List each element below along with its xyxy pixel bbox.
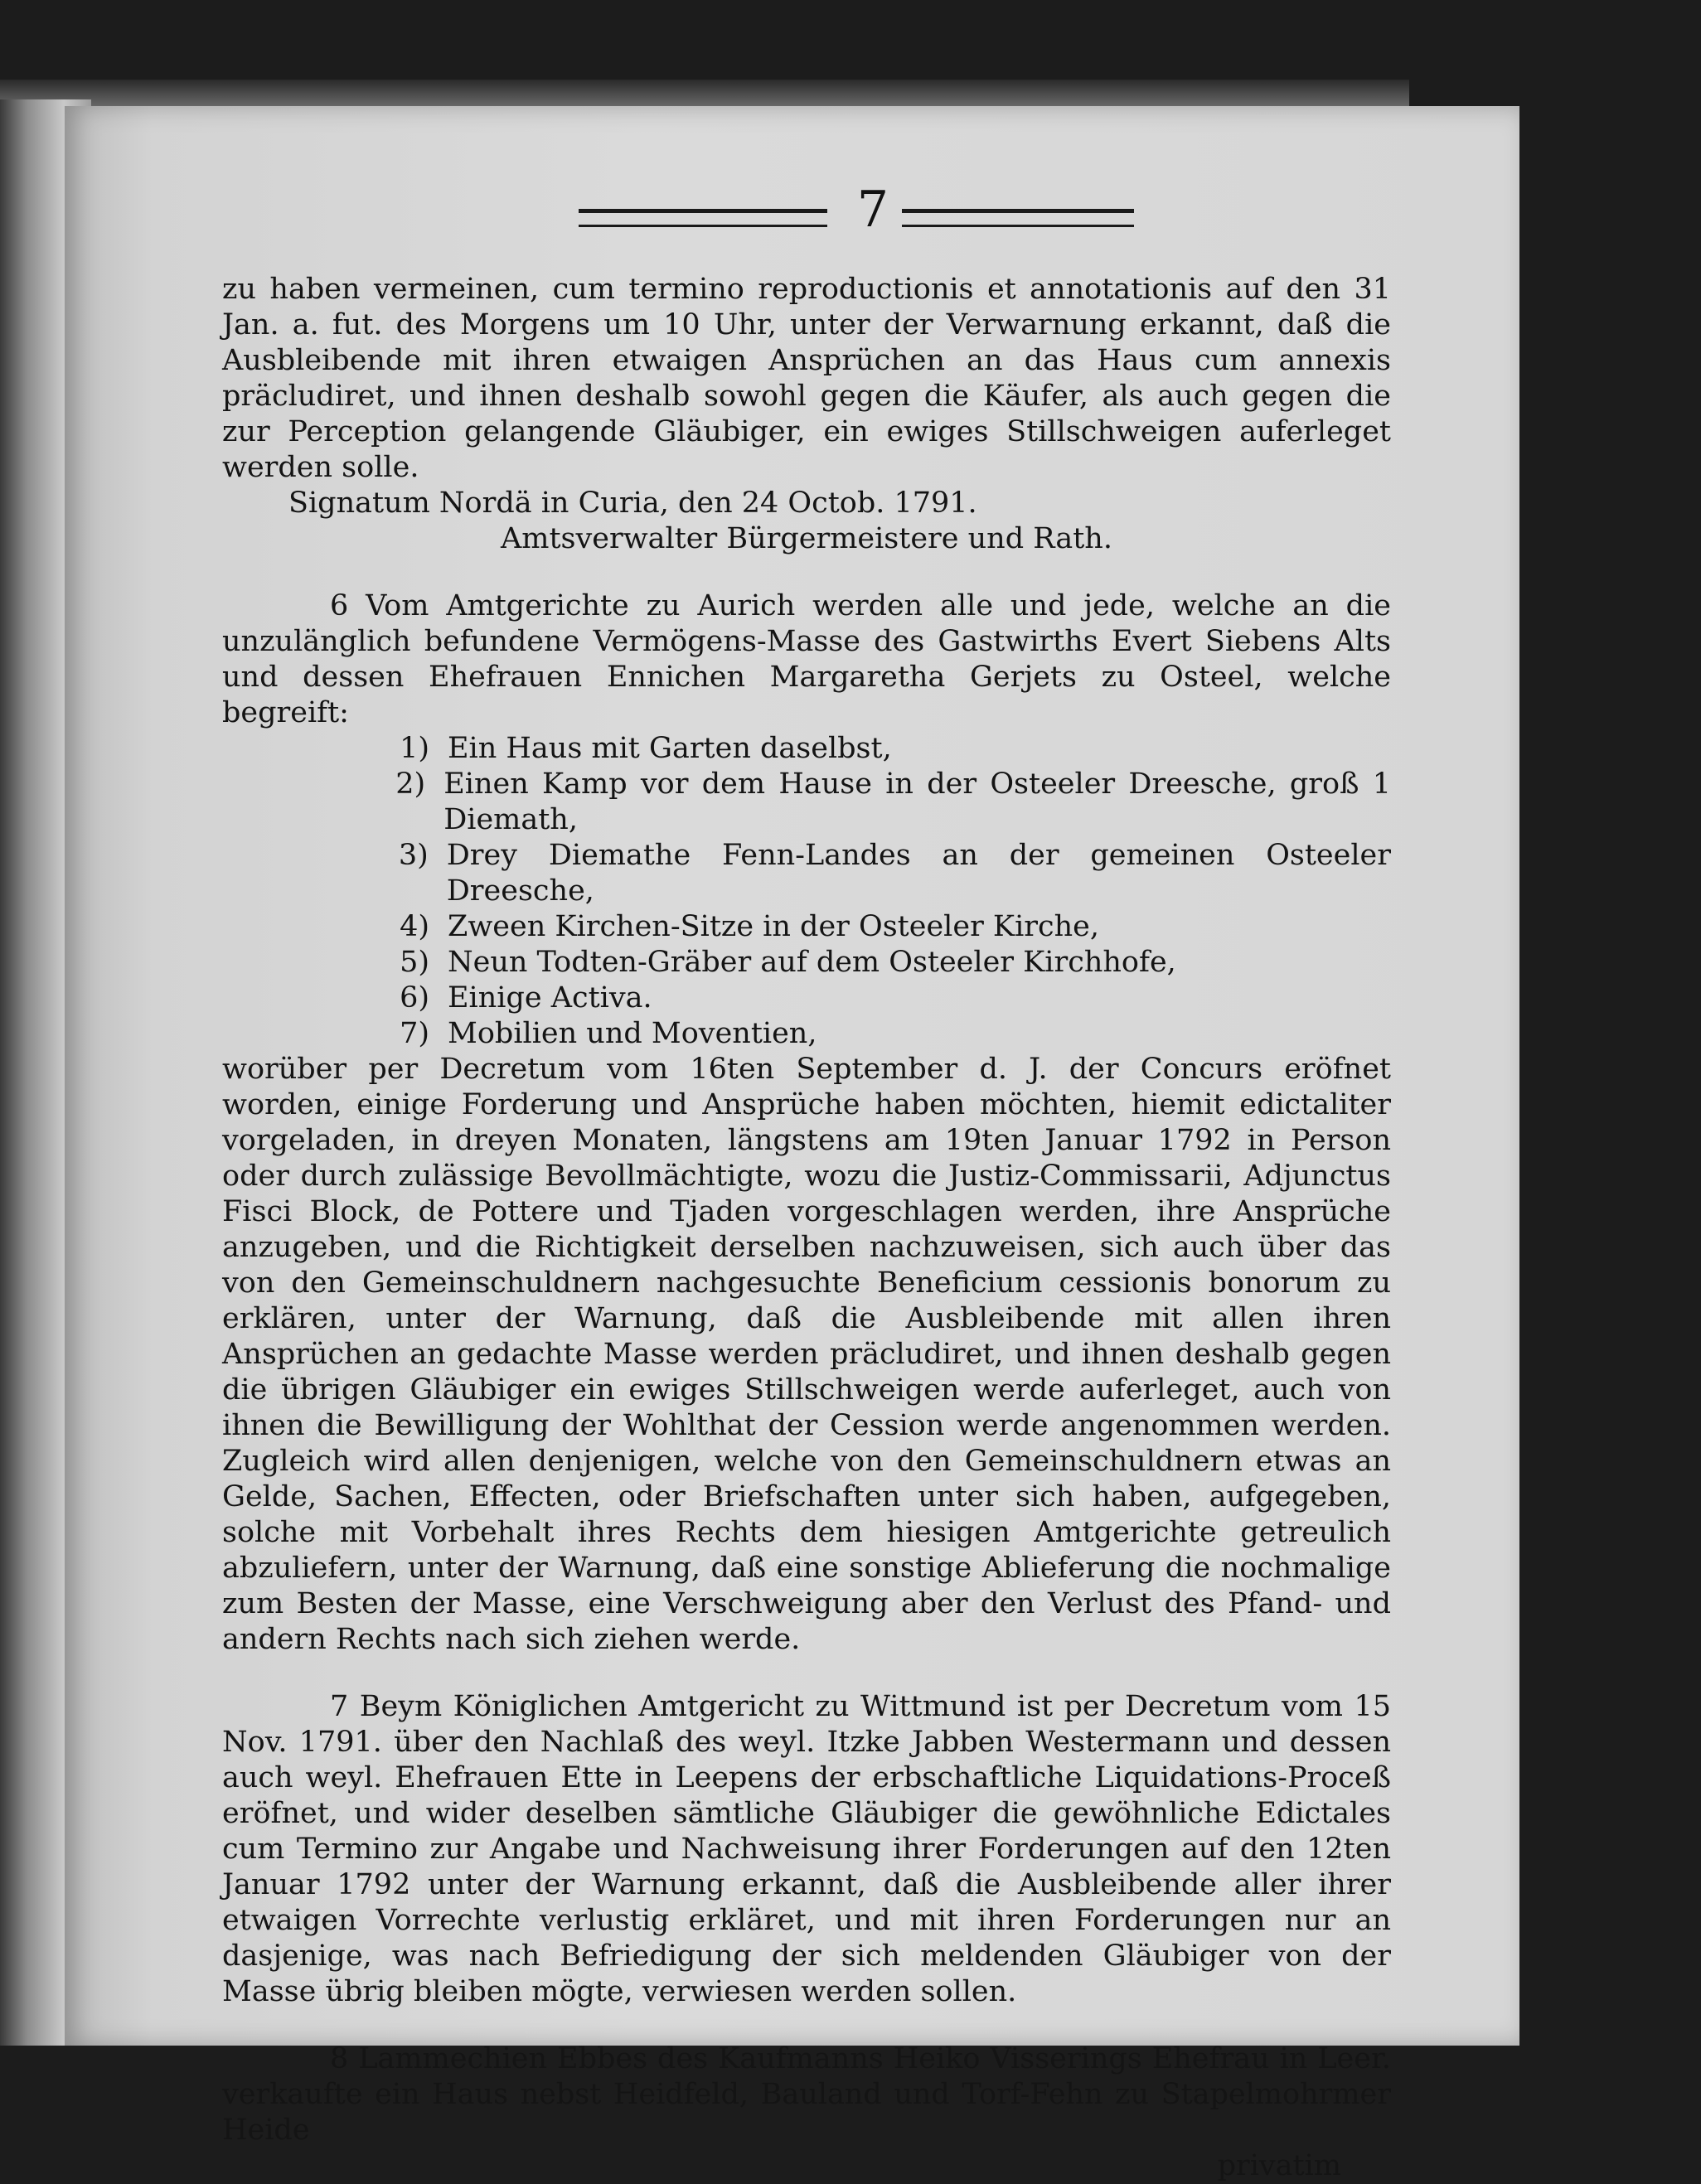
- page-header: [512, 181, 1175, 247]
- continued-paragraph: zu haben vermeinen, cum termino reproductionis et annotationis auf den 31 Jan. a. fut. des Morgens um 10 Uhr, unter der Verwarnung erkannt, daß die Ausbleibende mit ihren etwaigen Ansprüchen an das Haus cum annexis präcludiret, und ihnen deshalb sowohl gegen die Käufer, als auch gegen die zur Perception gelangende Gläubiger, ein ewiges Stillschweigen auferleget werden solle.: [222, 273, 1391, 484]
- spacer: [222, 557, 1391, 588]
- paragraph-6-intro: 6 Vom Amtgerichte zu Aurich werden alle und jede, welche an die unzulänglich befundene Vermögens-Masse des Gastwirths Evert Siebens Alts und dessen Ehefrauen Ennichen Margaretha Gerjets zu Osteel, welche begreift:: [222, 589, 1391, 729]
- list-item-number: 1): [400, 732, 429, 765]
- header-rule-right: [902, 209, 1134, 227]
- list-item-text: Ein Haus mit Garten daselbst,: [448, 732, 892, 765]
- list-item-number: 5): [400, 946, 429, 979]
- list-item: [388, 767, 1391, 838]
- list-item: [388, 1016, 1391, 1052]
- page-number: 7: [856, 181, 889, 239]
- list-item-number: 2): [395, 768, 426, 801]
- list-item-text: Einen Kamp vor dem Hause in der Osteeler Dreesche, groß 1 Diemath,: [443, 768, 1391, 836]
- list-item: [388, 981, 1391, 1016]
- header-rule-left: [579, 209, 827, 227]
- list-item-text: Mobilien und Moventien,: [448, 1017, 817, 1050]
- list-item-text: Drey Diemathe Fenn-Landes an der gemeinen Osteeler Dreesche,: [446, 839, 1391, 908]
- book-edge-top: [0, 80, 1409, 109]
- list-item: [388, 838, 1391, 909]
- signatum-line: Signatum Nordä in Curia, den 24 Octob. 1791.: [288, 487, 977, 520]
- book-page: [65, 106, 1519, 2182]
- list-item: [388, 909, 1391, 945]
- page-text: [222, 272, 1391, 2184]
- list-item-number: 4): [400, 910, 429, 943]
- spacer: [222, 1658, 1391, 1689]
- list-item-number: 7): [400, 1017, 429, 1050]
- paragraph-7: 7 Beym Königlichen Amtgericht zu Wittmund ist per Decretum vom 15 Nov. 1791. über den Nachlaß des weyl. Itzke Jabben Westermann und dessen auch weyl. Ehefrauen Ette in Leepens der erbschaftliche Liquidations-Proceß eröfnet, und wider deselben sämtliche Gläubiger die gewöhnliche Edictales cum Termino zur Angabe und Nachweisung ihrer Forderungen auf den 12ten Januar 1792 unter der Warnung erkannt, daß die Ausbleibende aller ihrer etwaigen Vorrechte verlustig erkläret, und mit ihren Forderungen nur an dasjenige, was nach Befriedigung der sich meldenden Gläubiger von der Masse übrig bleiben mögte, verwiesen werden sollen.: [222, 1690, 1391, 2008]
- property-list: [222, 731, 1391, 1052]
- paragraph-6-body: worüber per Decretum vom 16ten September d. J. der Concurs eröfnet worden, einige Forderung und Ansprüche haben möchten, hiemit edictaliter vorgeladen, in dreyen Monaten, längstens am 19ten Januar 1792 in Person oder durch zulässige Bevollmächtigte, wozu die Justiz-Commissarii, Adjunctus Fisci Block, de Pottere und Tjaden vorgeschlagen werden, ihre Ansprüche anzugeben, und die Richtigkeit derselben nachzuweisen, sich auch über das von den Gemeinschuldnern nachgesuchte Beneficium cessionis bonorum zu erklären, unter der Warnung, daß die Ausbleibende mit allen ihren Ansprüchen an gedachte Masse werden präcludiret, und ihnen deshalb gegen die übrigen Gläubiger ein ewiges Stillschweigen werde auferleget, auch von ihnen die Bewilligung der Wohlthat der Cession werde angenommen werden. Zugleich wird allen denjenigen, welche von den Gemeinschuldnern etwas an Gelde, Sachen, Effecten, oder Briefschaften unter sich haben, aufgegeben, solche mit Vorbehalt ihres Rechts dem hiesigen Amtgerichte getreulich abzuliefern, unter der Warnung, daß eine sonstige Ablieferung die nochmalige zum Besten der Masse, eine Verschweigung aber den Verlust des Pfand- und andern Rechts nach sich ziehen werde.: [222, 1053, 1391, 1656]
- signature-line: Amtsverwalter Bürgermeistere und Rath.: [501, 522, 1112, 555]
- list-item-text: Einige Activa.: [448, 981, 652, 1015]
- list-item: [388, 945, 1391, 981]
- paragraph-8: 8 Lammechien Ebbes des Kaufmanns Heiko Visserings Ehefrau in Leer. verkaufte ein Haus nebst Heidfeld, Bauland und Torf-Fehn zu Stapelmohrmer Heide: [222, 2042, 1391, 2147]
- list-item-text: Zween Kirchen-Sitze in der Osteeler Kirche,: [448, 910, 1099, 943]
- list-item-text: Neun Todten-Gräber auf dem Osteeler Kirchhofe,: [448, 946, 1176, 979]
- list-item: [388, 731, 1391, 767]
- list-item-number: 6): [400, 981, 429, 1015]
- catchword: privatim: [1217, 2149, 1341, 2182]
- spacer: [222, 2010, 1391, 2041]
- list-item-number: 3): [398, 839, 429, 872]
